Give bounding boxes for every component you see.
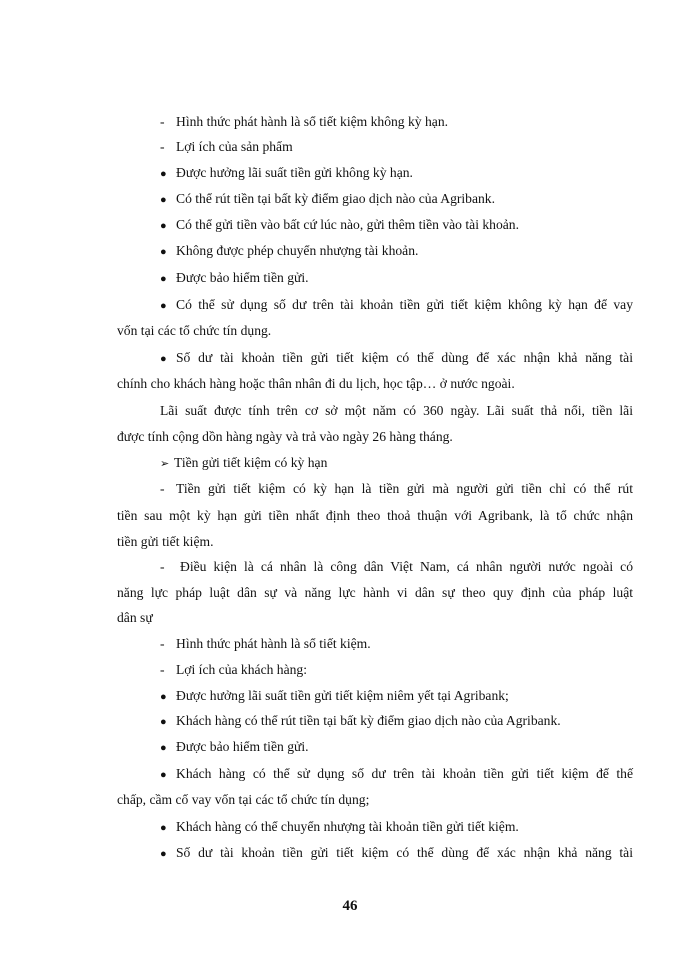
bullet-icon: ● [160, 246, 167, 258]
paragraph-text: Được bảo hiểm tiền gửi. [176, 739, 309, 754]
paragraph-text: chấp, cầm cố vay vốn tại các tổ chức tín dụng; [117, 792, 370, 807]
paragraph-text: tiền sau một kỳ hạn gửi tiền nhất định theo thoả thuận với Agribank, là tổ chức nhận [117, 508, 633, 523]
paragraph-text: Lãi suất được tính trên cơ sở một năm có 360 ngày. Lãi suất thả nổi, tiền lãi [160, 403, 633, 418]
dash-marker: - [160, 114, 165, 129]
bullet-icon: ● [160, 353, 167, 365]
paragraph-text: Lợi ích của khách hàng: [176, 662, 307, 677]
paragraph-text: Được hưởng lãi suất tiền gửi tiết kiệm niêm yết tại Agribank; [176, 688, 509, 703]
paragraph-text: năng lực pháp luật dân sự và năng lực hành vi dân sự theo quy định của pháp luật [117, 585, 633, 600]
bullet-icon: ● [160, 168, 167, 180]
paragraph-text: Được bảo hiểm tiền gửi. [176, 270, 309, 285]
paragraph-text: Số dư tài khoản tiền gửi tiết kiệm có thể dùng để xác nhận khả năng tài [176, 350, 633, 365]
paragraph-text: Hình thức phát hành là sổ tiết kiệm. [176, 636, 371, 651]
paragraph-text: Điều kiện là cá nhân là công dân Việt Nam, cá nhân người nước ngoài có [180, 559, 633, 574]
paragraph-text: chính cho khách hàng hoặc thân nhân đi du lịch, học tập… ở nước ngoài. [117, 376, 515, 391]
arrow-bullet-icon: ➢ [160, 458, 170, 470]
paragraph-text: Không được phép chuyển nhượng tài khoản. [176, 243, 419, 258]
paragraph-text: Số dư tài khoản tiền gửi tiết kiệm có thể dùng để xác nhận khả năng tài [176, 845, 633, 860]
dash-marker: - [160, 559, 165, 574]
paragraph-text: Lợi ích của sản phẩm [176, 139, 293, 154]
bullet-icon: ● [160, 848, 167, 860]
paragraph-text: Hình thức phát hành là sổ tiết kiệm không kỳ hạn. [176, 114, 449, 129]
bullet-icon: ● [160, 194, 167, 206]
dash-marker: - [160, 139, 165, 154]
bullet-icon: ● [160, 691, 167, 703]
bullet-icon: ● [160, 769, 167, 781]
paragraph-text: tiền gửi tiết kiệm. [117, 534, 214, 549]
paragraph-text: Có thể sử dụng số dư trên tài khoản tiền gửi tiết kiệm không kỳ hạn để vay [176, 297, 633, 312]
paragraph-text: Được hưởng lãi suất tiền gửi không kỳ hạn. [176, 165, 413, 180]
paragraph-text: Khách hàng có thể sử dụng số dư trên tài khoản tiền gửi tiết kiệm để thế [176, 766, 633, 781]
heading-text: Tiền gửi tiết kiệm có kỳ hạn [174, 455, 328, 470]
paragraph-text: Khách hàng có thể chuyển nhượng tài khoản tiền gửi tiết kiệm. [176, 819, 519, 834]
paragraph-text: dân sự [117, 610, 153, 625]
paragraph-text: Tiền gửi tiết kiệm có kỳ hạn là tiền gửi mà người gửi tiền chỉ có thể rút [176, 481, 633, 496]
paragraph-text: được tính cộng dồn hàng ngày và trả vào ngày 26 hàng tháng. [117, 429, 453, 444]
dash-marker: - [160, 636, 165, 651]
bullet-icon: ● [160, 716, 167, 728]
bullet-icon: ● [160, 300, 167, 312]
bullet-icon: ● [160, 742, 167, 754]
page-number: 46 [342, 898, 358, 914]
bullet-icon: ● [160, 273, 167, 285]
paragraph-text: Khách hàng có thể rút tiền tại bất kỳ điểm giao dịch nào của Agribank. [176, 713, 561, 728]
bullet-icon: ● [160, 220, 167, 232]
dash-marker: - [160, 481, 165, 496]
paragraph-text: vốn tại các tổ chức tín dụng. [117, 323, 272, 338]
paragraph-text: Có thể rút tiền tại bất kỳ điểm giao dịch nào của Agribank. [176, 191, 495, 206]
paragraph-text: Có thể gửi tiền vào bất cứ lúc nào, gửi thêm tiền vào tài khoản. [176, 217, 519, 232]
bullet-icon: ● [160, 822, 167, 834]
dash-marker: - [160, 662, 165, 677]
